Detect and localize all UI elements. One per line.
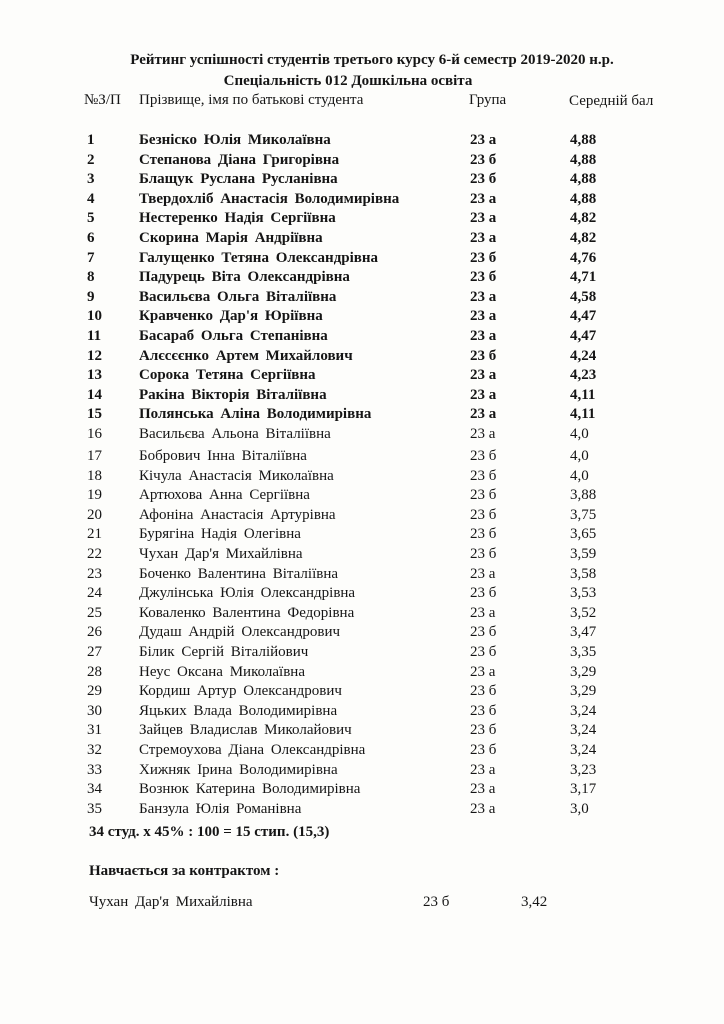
table-row — [0, 387, 724, 406]
document-title: Рейтинг успішності студентів третього курсу 6-й семестр 2019-2020 н.р. — [130, 52, 614, 68]
header-average: Середній бал — [569, 93, 654, 109]
student-name: Чухан Дар'я Михайлівна — [139, 546, 303, 562]
table-row — [0, 644, 724, 663]
student-group: 23 а — [470, 328, 497, 344]
student-average: 4,24 — [570, 347, 597, 364]
student-group: 23 б — [470, 347, 497, 364]
student-average: 3,52 — [570, 604, 597, 621]
row-number: 15 — [87, 406, 102, 423]
student-name: Хижняк Ірина Володимирівна — [139, 761, 338, 778]
student-average: 4,76 — [570, 249, 597, 266]
table-row — [0, 683, 724, 702]
student-average: 3,88 — [570, 487, 597, 504]
row-number: 22 — [87, 546, 102, 562]
student-group: 23 б — [470, 526, 497, 543]
table-row — [0, 230, 724, 249]
student-average: 4,88 — [570, 132, 597, 148]
student-group: 23 б — [470, 683, 497, 700]
student-group: 23 б — [470, 585, 497, 602]
student-average: 4,0 — [570, 426, 589, 442]
student-average: 3,24 — [570, 742, 597, 758]
student-group: 23 а — [470, 190, 497, 207]
student-average: 3,17 — [570, 781, 597, 798]
student-name: Яцьких Влада Володимирівна — [139, 702, 338, 719]
student-average: 3,35 — [570, 644, 597, 660]
student-name: Афоніна Анастасія Артурівна — [139, 506, 336, 523]
student-group: 23 а — [470, 132, 497, 148]
table-row — [0, 722, 724, 741]
row-number: 33 — [87, 761, 102, 778]
student-average: 4,11 — [570, 386, 596, 403]
student-group: 23 а — [470, 800, 496, 817]
student-group: 23 б — [470, 722, 497, 739]
student-name: Кордиш Артур Олександрович — [139, 683, 342, 700]
student-average: 4,11 — [570, 406, 596, 423]
student-name: Сорока Тетяна Сергіївна — [139, 367, 316, 384]
row-number: 9 — [87, 288, 95, 305]
student-name: Нестеренко Надія Сергіївна — [139, 210, 336, 227]
student-name: Кічула Анастасія Миколаївна — [139, 467, 334, 484]
table-row — [0, 367, 724, 386]
student-average: 3,23 — [570, 761, 597, 778]
header-number: №З/П — [84, 92, 121, 108]
student-average: 3,24 — [570, 702, 597, 719]
row-number: 14 — [87, 386, 102, 403]
student-group: 23 а — [470, 210, 497, 227]
table-row — [0, 250, 724, 269]
contract-student-average: 3,42 — [521, 894, 548, 910]
row-number: 30 — [87, 702, 102, 719]
student-name: Банзула Юлія Романівна — [139, 800, 302, 817]
row-number: 35 — [87, 800, 102, 817]
student-group: 23 а — [470, 781, 496, 798]
student-group: 23 а — [470, 230, 497, 246]
student-name: Полянська Аліна Володимирівна — [139, 406, 372, 423]
student-average: 4,47 — [570, 328, 597, 344]
student-average: 4,47 — [570, 308, 597, 325]
student-average: 3,75 — [570, 506, 597, 523]
student-name: Безніско Юлія Миколаївна — [139, 132, 331, 148]
student-average: 3,47 — [570, 624, 597, 641]
student-group: 23 а — [470, 426, 496, 442]
table-row — [0, 328, 724, 347]
student-name: Зайцев Владислав Миколайович — [139, 722, 352, 739]
table-row — [0, 742, 724, 761]
student-group: 23 а — [470, 761, 496, 778]
student-average: 4,71 — [570, 269, 597, 286]
student-average: 3,65 — [570, 526, 597, 543]
header-group: Група — [469, 92, 507, 108]
student-group: 23 б — [470, 487, 497, 504]
table-row — [0, 132, 724, 151]
student-name: Ракіна Вікторія Віталіївна — [139, 386, 327, 403]
table-row — [0, 526, 724, 545]
row-number: 4 — [87, 190, 95, 207]
student-name: Скорина Марія Андріївна — [139, 230, 323, 246]
row-number: 12 — [87, 347, 102, 364]
row-number: 6 — [87, 230, 95, 246]
student-group: 23 б — [470, 702, 497, 719]
row-number: 11 — [87, 328, 102, 344]
table-row — [0, 703, 724, 722]
student-name: Кравченко Дар'я Юріївна — [139, 308, 323, 325]
table-row — [0, 191, 724, 210]
table-row — [0, 605, 724, 624]
row-number: 10 — [87, 308, 102, 325]
student-name: Боченко Валентина Віталіївна — [139, 565, 339, 582]
student-group: 23 б — [470, 467, 497, 484]
student-average: 3,53 — [570, 585, 597, 602]
student-name: Стремоухова Діана Олександрівна — [139, 742, 366, 758]
table-row — [0, 426, 724, 445]
student-average: 4,88 — [570, 171, 597, 188]
student-average: 4,82 — [570, 210, 597, 227]
student-name: Твердохліб Анастасія Володимирівна — [139, 190, 400, 207]
row-number: 24 — [87, 585, 102, 602]
student-group: 23 а — [470, 386, 497, 403]
student-name: Коваленко Валентина Федорівна — [139, 604, 355, 621]
student-name: Артюхова Анна Сергіївна — [139, 487, 310, 504]
row-number: 13 — [87, 367, 102, 384]
row-number: 8 — [87, 269, 95, 286]
student-group: 23 а — [470, 604, 496, 621]
student-average: 3,29 — [570, 663, 597, 680]
student-name: Джулінська Юлія Олександрівна — [139, 585, 356, 602]
row-number: 2 — [87, 151, 95, 168]
table-row — [0, 448, 724, 467]
table-row — [0, 171, 724, 190]
table-row — [0, 507, 724, 526]
contract-student-row — [0, 894, 724, 913]
table-row — [0, 546, 724, 565]
student-group: 23 б — [470, 742, 497, 758]
row-number: 21 — [87, 526, 102, 543]
student-group: 23 б — [470, 546, 497, 562]
row-number: 18 — [87, 467, 102, 484]
table-row — [0, 664, 724, 683]
student-average: 4,0 — [570, 448, 589, 464]
student-name: Васильєва Альона Віталіївна — [139, 426, 331, 442]
student-average: 3,24 — [570, 722, 597, 739]
table-row — [0, 289, 724, 308]
table-row — [0, 624, 724, 643]
student-group: 23 б — [470, 644, 497, 660]
student-name: Алєсєєнко Артем Михайлович — [139, 347, 353, 364]
table-row — [0, 487, 724, 506]
student-group: 23 б — [470, 506, 497, 523]
student-average: 4,0 — [570, 467, 589, 484]
contract-student-name: Чухан Дар'я Михайлівна — [89, 894, 253, 910]
student-average: 4,58 — [570, 288, 597, 305]
row-number: 28 — [87, 663, 102, 680]
table-row — [0, 566, 724, 585]
scholarship-formula: 34 студ. х 45% : 100 = 15 стип. (15,3) — [89, 824, 330, 840]
student-average: 4,23 — [570, 367, 597, 384]
student-group: 23 б — [470, 249, 497, 266]
row-number: 31 — [87, 722, 102, 739]
table-row — [0, 468, 724, 487]
student-name: Неус Оксана Миколаївна — [139, 663, 305, 680]
student-group: 23 б — [470, 151, 497, 168]
row-number: 25 — [87, 604, 102, 621]
document-subtitle: Спеціальність 012 Дошкільна освіта — [223, 73, 473, 89]
row-number: 26 — [87, 624, 102, 641]
student-group: 23 б — [470, 171, 497, 188]
student-average: 4,88 — [570, 190, 597, 207]
student-group: 23 а — [470, 367, 497, 384]
student-group: 23 а — [470, 406, 497, 423]
table-row — [0, 308, 724, 327]
table-row — [0, 406, 724, 425]
header-name: Прізвище, імя по батькові студента — [139, 92, 364, 108]
student-name: Степанова Діана Григорівна — [139, 151, 340, 168]
student-average: 4,88 — [570, 151, 597, 168]
row-number: 16 — [87, 426, 102, 442]
student-name: Васильєва Ольга Віталіївна — [139, 288, 337, 305]
student-name: Галущенко Тетяна Олександрівна — [139, 249, 379, 266]
table-row — [0, 781, 724, 800]
row-number: 7 — [87, 249, 95, 266]
student-name: Бурягіна Надія Олегівна — [139, 526, 301, 543]
student-name: Дудаш Андрій Олександрович — [139, 624, 341, 641]
table-row — [0, 585, 724, 604]
row-number: 32 — [87, 742, 102, 758]
student-average: 3,0 — [570, 800, 589, 817]
contract-student-group: 23 б — [423, 894, 450, 910]
student-average: 3,29 — [570, 683, 597, 700]
contract-title: Навчається за контрактом : — [89, 863, 280, 879]
student-name: Басараб Ольга Степанівна — [139, 328, 328, 344]
table-row — [0, 762, 724, 781]
student-group: 23 а — [470, 288, 497, 305]
table-row — [0, 210, 724, 229]
student-group: 23 б — [470, 624, 497, 641]
row-number: 34 — [87, 781, 102, 798]
student-name: Бобрович Інна Віталіївна — [139, 448, 307, 464]
row-number: 5 — [87, 210, 95, 227]
student-average: 4,82 — [570, 230, 597, 246]
row-number: 23 — [87, 565, 102, 582]
row-number: 19 — [87, 487, 102, 504]
row-number: 3 — [87, 171, 95, 188]
row-number: 1 — [87, 132, 95, 148]
row-number: 27 — [87, 644, 102, 660]
student-group: 23 б — [470, 448, 497, 464]
table-row — [0, 269, 724, 288]
row-number: 20 — [87, 506, 102, 523]
table-row — [0, 348, 724, 367]
student-group: 23 а — [470, 663, 496, 680]
student-name: Блащук Руслана Русланівна — [139, 171, 338, 188]
student-average: 3,58 — [570, 565, 597, 582]
student-group: 23 б — [470, 269, 497, 286]
table-row — [0, 801, 724, 820]
student-name: Падурець Віта Олександрівна — [139, 269, 350, 286]
student-average: 3,59 — [570, 546, 597, 562]
student-name: Білик Сергій Віталійович — [139, 644, 309, 660]
row-number: 17 — [87, 448, 102, 464]
student-group: 23 а — [470, 308, 497, 325]
table-row — [0, 152, 724, 171]
student-name: Вознюк Катерина Володимирівна — [139, 781, 361, 798]
student-group: 23 а — [470, 565, 496, 582]
row-number: 29 — [87, 683, 102, 700]
